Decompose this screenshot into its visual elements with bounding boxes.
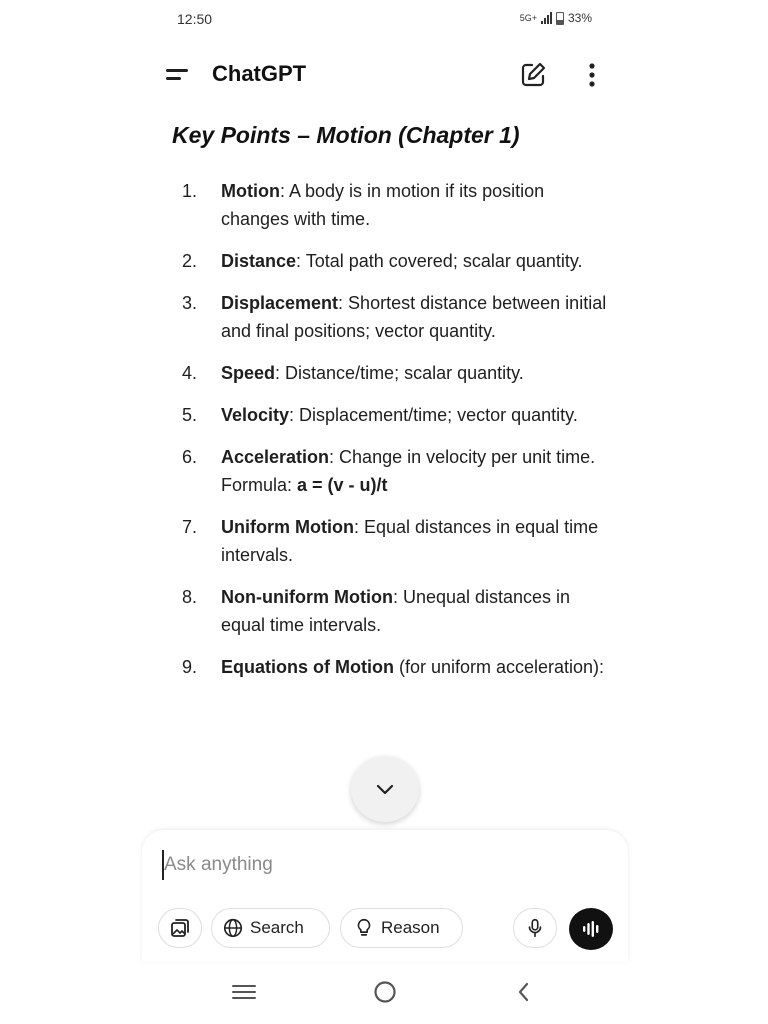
key-points-list xyxy=(172,177,608,681)
recents-button[interactable] xyxy=(228,976,260,1008)
network-type: 5G+ xyxy=(519,13,537,23)
message-composer xyxy=(142,830,628,962)
chat-response xyxy=(172,122,608,695)
menu-icon[interactable] xyxy=(164,62,190,86)
lightbulb-icon xyxy=(353,917,375,939)
attach-button[interactable] xyxy=(158,908,202,948)
list-item: 3. Displacement: Shortest distance between initial and final positions; vector quantity. xyxy=(182,293,607,341)
system-nav-bar xyxy=(142,968,628,1016)
list-item: 7. Uniform Motion: Equal distances in equal time intervals. xyxy=(182,517,599,565)
signal-icon xyxy=(541,12,552,24)
search-label: Search xyxy=(250,918,304,937)
response-heading: Key Points – Motion (Chapter 1) xyxy=(172,122,520,148)
more-options-icon[interactable] xyxy=(582,60,602,90)
phone-screen xyxy=(142,0,628,1024)
list-item: 4. Speed: Distance/time; scalar quantity. xyxy=(182,363,524,383)
status-indicators xyxy=(520,11,592,25)
chevron-down-icon xyxy=(373,777,397,801)
point-term: Velocity xyxy=(221,405,290,425)
home-button[interactable] xyxy=(369,976,401,1008)
back-chevron-icon xyxy=(514,980,534,1004)
voice-mode-button[interactable] xyxy=(569,908,613,950)
battery-level: 33% xyxy=(567,11,592,25)
dictate-button[interactable] xyxy=(513,908,557,948)
point-term: Equations of Motion xyxy=(221,657,394,677)
point-term: Motion xyxy=(221,181,280,201)
point-term: Uniform Motion xyxy=(221,517,354,537)
list-item: 9. Equations of Motion (for uniform acceleration): xyxy=(182,657,605,677)
image-attach-icon xyxy=(168,916,192,940)
list-item: 8. Non-uniform Motion: Unequal distances in equal time intervals. xyxy=(182,587,571,635)
voice-waveform-icon xyxy=(579,917,603,941)
reason-label: Reason xyxy=(381,918,440,937)
reason-button[interactable] xyxy=(340,908,463,948)
list-item: 6. Acceleration: Change in velocity per unit time. Formula: a = (v - u)/t xyxy=(182,447,596,495)
message-input[interactable] xyxy=(162,850,586,880)
point-text: : Unequal distances in equal time intervals. xyxy=(221,587,571,635)
point-text: : Total path covered; scalar quantity. xyxy=(296,251,583,271)
point-text: (for uniform acceleration): xyxy=(393,657,605,677)
scroll-down-button[interactable] xyxy=(351,756,419,822)
point-text: : Shortest distance between initial and final positions; vector quantity. xyxy=(221,293,607,341)
formula-label: Formula: xyxy=(221,475,298,495)
battery-icon xyxy=(556,12,564,25)
back-button[interactable] xyxy=(508,976,540,1008)
new-chat-icon[interactable] xyxy=(518,60,548,90)
formula: a = (v - u)/t xyxy=(297,475,388,495)
recents-icon xyxy=(231,982,257,1002)
status-time: 12:50 xyxy=(177,11,213,27)
app-title: ChatGPT xyxy=(212,61,307,86)
point-term: Speed xyxy=(221,363,276,383)
globe-icon xyxy=(222,917,244,939)
point-text: : Equal distances in equal time intervals. xyxy=(221,517,599,565)
microphone-icon xyxy=(524,917,546,939)
list-item: 2. Distance: Total path covered; scalar quantity. xyxy=(182,251,583,271)
point-text: : Distance/time; scalar quantity. xyxy=(275,363,524,383)
list-item: 1. Motion: A body is in motion if its position changes with time. xyxy=(182,181,545,229)
point-text: : Displacement/time; vector quantity. xyxy=(289,405,578,425)
point-term: Non-uniform Motion xyxy=(221,587,393,607)
point-term: Acceleration xyxy=(221,447,330,467)
app-header xyxy=(142,52,628,96)
search-button[interactable] xyxy=(211,908,330,948)
status-bar xyxy=(142,0,628,38)
point-term: Displacement xyxy=(221,293,339,313)
point-text: : A body is in motion if its position changes with time. xyxy=(221,181,545,229)
list-item: 5. Velocity: Displacement/time; vector quantity. xyxy=(182,405,578,425)
home-circle-icon xyxy=(372,979,398,1005)
point-term: Distance xyxy=(221,251,297,271)
point-text: : Change in velocity per unit time. xyxy=(329,447,596,467)
